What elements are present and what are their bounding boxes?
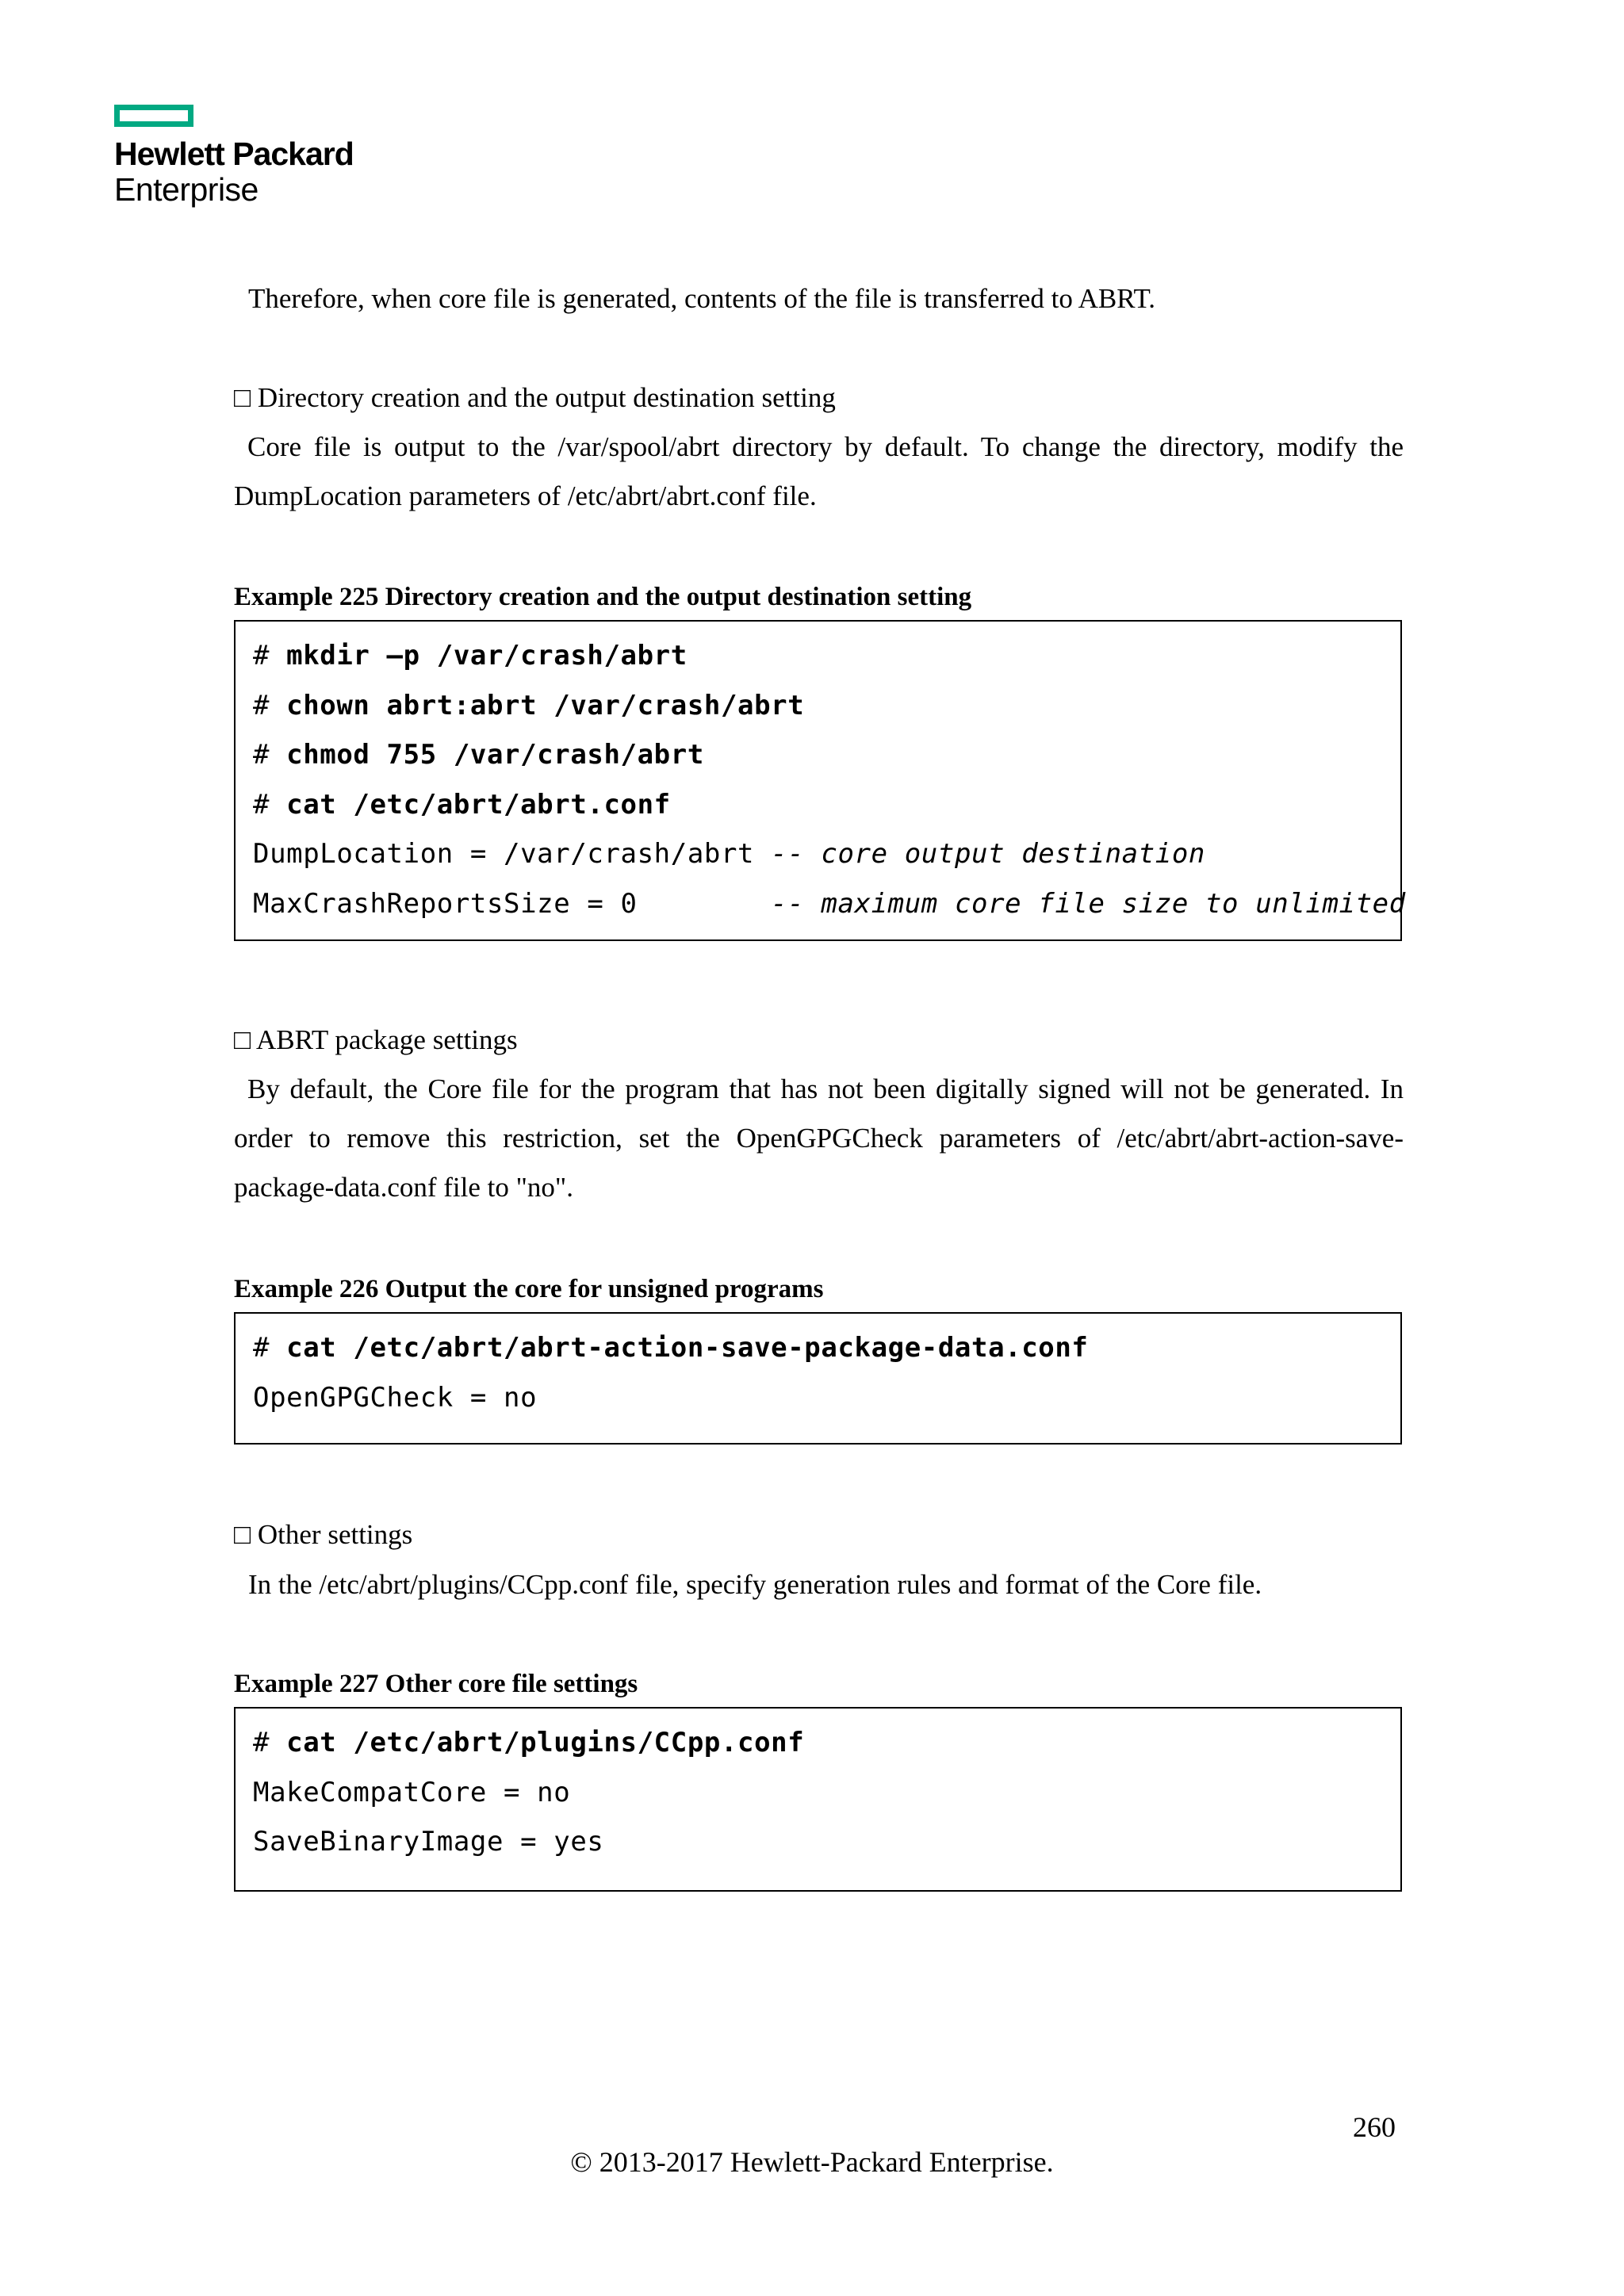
code-line: # cat /etc/abrt/abrt.conf	[253, 788, 671, 821]
code-line: MakeCompatCore = no	[253, 1776, 571, 1808]
code-line: MaxCrashReportsSize = 0 -- maximum core file size to unlimited	[253, 887, 1406, 920]
copyright-notice: © 2013-2017 Hewlett-Packard Enterprise.	[570, 2146, 1054, 2178]
section-heading-abrt-package: □ ABRT package settings	[234, 1024, 518, 1055]
example-caption-227: Example 227 Other core file settings	[234, 1670, 638, 1698]
code-line: # chmod 755 /var/crash/abrt	[253, 739, 704, 771]
code-line: SaveBinaryImage = yes	[253, 1826, 604, 1858]
code-block-227	[234, 1707, 1402, 1892]
logo-text-line2: Enterprise	[114, 171, 259, 208]
section-heading-directory: □ Directory creation and the output destination setting	[234, 382, 836, 413]
example-caption-225: Example 225 Directory creation and the output destination setting	[234, 583, 972, 611]
code-line: # chown abrt:abrt /var/crash/abrt	[253, 689, 805, 721]
page-number: 260	[1353, 2111, 1396, 2143]
code-line: # cat /etc/abrt/plugins/CCpp.conf	[253, 1727, 805, 1758]
code-block-226	[234, 1312, 1402, 1445]
logo-bar-icon	[114, 105, 193, 127]
body-line: package-data.conf file to "no".	[234, 1172, 573, 1203]
section-body-other: In the /etc/abrt/plugins/CCpp.conf file, specify generation rules and format of the Core file.	[248, 1569, 1262, 1600]
code-line: OpenGPGCheck = no	[253, 1381, 538, 1414]
section-body-directory	[234, 423, 1404, 521]
body-line: order to remove this restriction, set the OpenGPGCheck parameters of /etc/abrt/abrt-action-save-	[234, 1123, 1404, 1154]
body-line: By default, the Core file for the program that has not been digitally signed will not be generated. In	[247, 1073, 1404, 1104]
body-line: DumpLocation parameters of /etc/abrt/abrt.conf file.	[234, 480, 817, 511]
code-line: # cat /etc/abrt/abrt-action-save-package-data.conf	[253, 1332, 1089, 1364]
code-line: # mkdir –p /var/crash/abrt	[253, 640, 688, 672]
section-heading-other: □ Other settings	[234, 1519, 413, 1550]
body-line: Core file is output to the /var/spool/abrt directory by default. To change the directory, modify the	[247, 431, 1404, 462]
code-block-225	[234, 620, 1406, 941]
intro-text: Therefore, when core file is generated, contents of the file is transferred to ABRT.	[248, 283, 1156, 314]
logo-text-line1: Hewlett Packard	[114, 136, 354, 172]
section-body-abrt-package	[234, 1065, 1404, 1212]
code-line: DumpLocation = /var/crash/abrt -- core output destination	[253, 838, 1205, 870]
example-caption-226: Example 226 Output the core for unsigned programs	[234, 1275, 824, 1303]
